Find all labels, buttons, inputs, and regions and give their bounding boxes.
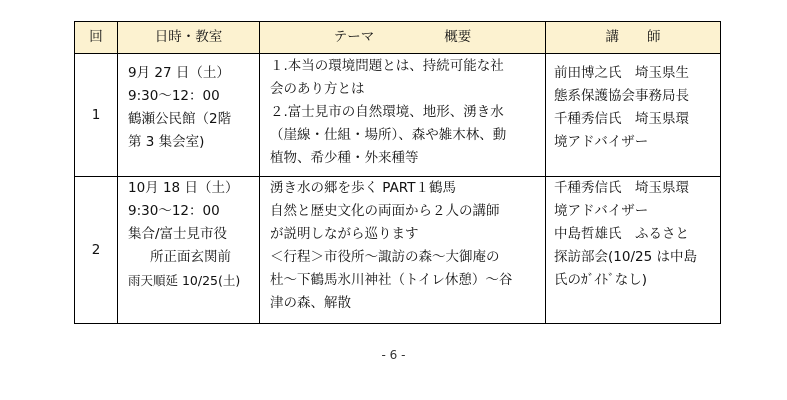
session-number-cell	[75, 54, 118, 177]
instructor-cell	[546, 54, 721, 177]
header-datetime-label: 日時・教室	[154, 29, 223, 45]
header-theme-label: テーマ	[333, 29, 375, 45]
theme-line: 植物、希少種・外来種等	[270, 150, 419, 166]
theme-cell	[260, 177, 546, 324]
instructor-line: 探訪部会(10/25 は中島	[554, 249, 697, 265]
theme-line: １.本当の環境問題とは、持続可能な社	[270, 58, 504, 74]
instructor-line: 態系保護協会事務局長	[554, 88, 689, 104]
instructor-line: 氏のｶﾞｲﾄﾞなし)	[554, 272, 648, 288]
rain-date-line: 雨天順延 10/25(土)	[128, 273, 241, 288]
theme-cell	[260, 54, 546, 177]
header-summary-label: 概要	[444, 29, 472, 45]
instructor-cell	[546, 177, 721, 324]
datetime-cell	[118, 54, 260, 177]
table-row	[75, 177, 721, 324]
instructor-line: 千種秀信氏 埼玉県環	[554, 180, 689, 196]
theme-line: 杜～下鶴馬氷川神社（トイレ休憩）～谷	[270, 272, 513, 288]
theme-line: 自然と歴史文化の両面から２人の講師	[270, 203, 500, 219]
datetime-cell	[118, 177, 260, 324]
theme-line: 会のあり方とは	[270, 81, 365, 97]
page-number: - 6 -	[381, 348, 406, 362]
header-instructor-label-1: 講	[605, 29, 619, 45]
date-line: 10月 18 日（土）	[128, 180, 239, 196]
session-number-cell	[75, 177, 118, 324]
header-datetime	[118, 22, 260, 54]
theme-line: が説明しながら巡ります	[270, 226, 419, 242]
instructor-line: 前田博之氏 埼玉県生	[554, 65, 689, 81]
theme-line: ＜行程＞市役所～諏訪の森～大御庵の	[270, 249, 500, 265]
instructor-line: 境アドバイザー	[554, 134, 649, 150]
theme-line: 津の森、解散	[270, 295, 351, 311]
header-theme	[260, 22, 546, 54]
session-number: 2	[91, 241, 101, 258]
instructor-line: 中島哲雄氏 ふるさと	[554, 226, 689, 242]
header-instructor-label-2: 師	[647, 29, 661, 45]
instructor-line: 千種秀信氏 埼玉県環	[554, 111, 689, 127]
instructor-line: 境アドバイザー	[554, 203, 649, 219]
venue-line: 第 3 集会室)	[128, 134, 205, 150]
theme-line: ２.富士見市の自然環境、地形、湧き水	[270, 104, 504, 120]
header-instructor	[546, 22, 721, 54]
venue-line: 集合/富士見市役	[128, 226, 228, 242]
theme-line: 湧き水の郷を歩く PART１鶴馬	[270, 180, 456, 196]
header-number	[75, 22, 118, 54]
schedule-table	[74, 21, 721, 324]
time-line: 9:30～12：00	[128, 88, 220, 104]
venue-line: 鶴瀬公民館（2階	[128, 111, 232, 127]
venue-line: 所正面玄関前	[150, 249, 231, 265]
time-line: 9:30～12：00	[128, 203, 220, 219]
date-line: 9月 27 日（土）	[128, 65, 230, 81]
session-number: 1	[91, 106, 101, 123]
theme-line: （崖線・仕組・場所）、森や雑木林、動	[270, 127, 507, 143]
table-header-row	[75, 22, 721, 54]
header-number-label: 回	[89, 29, 103, 45]
table-row	[75, 54, 721, 177]
